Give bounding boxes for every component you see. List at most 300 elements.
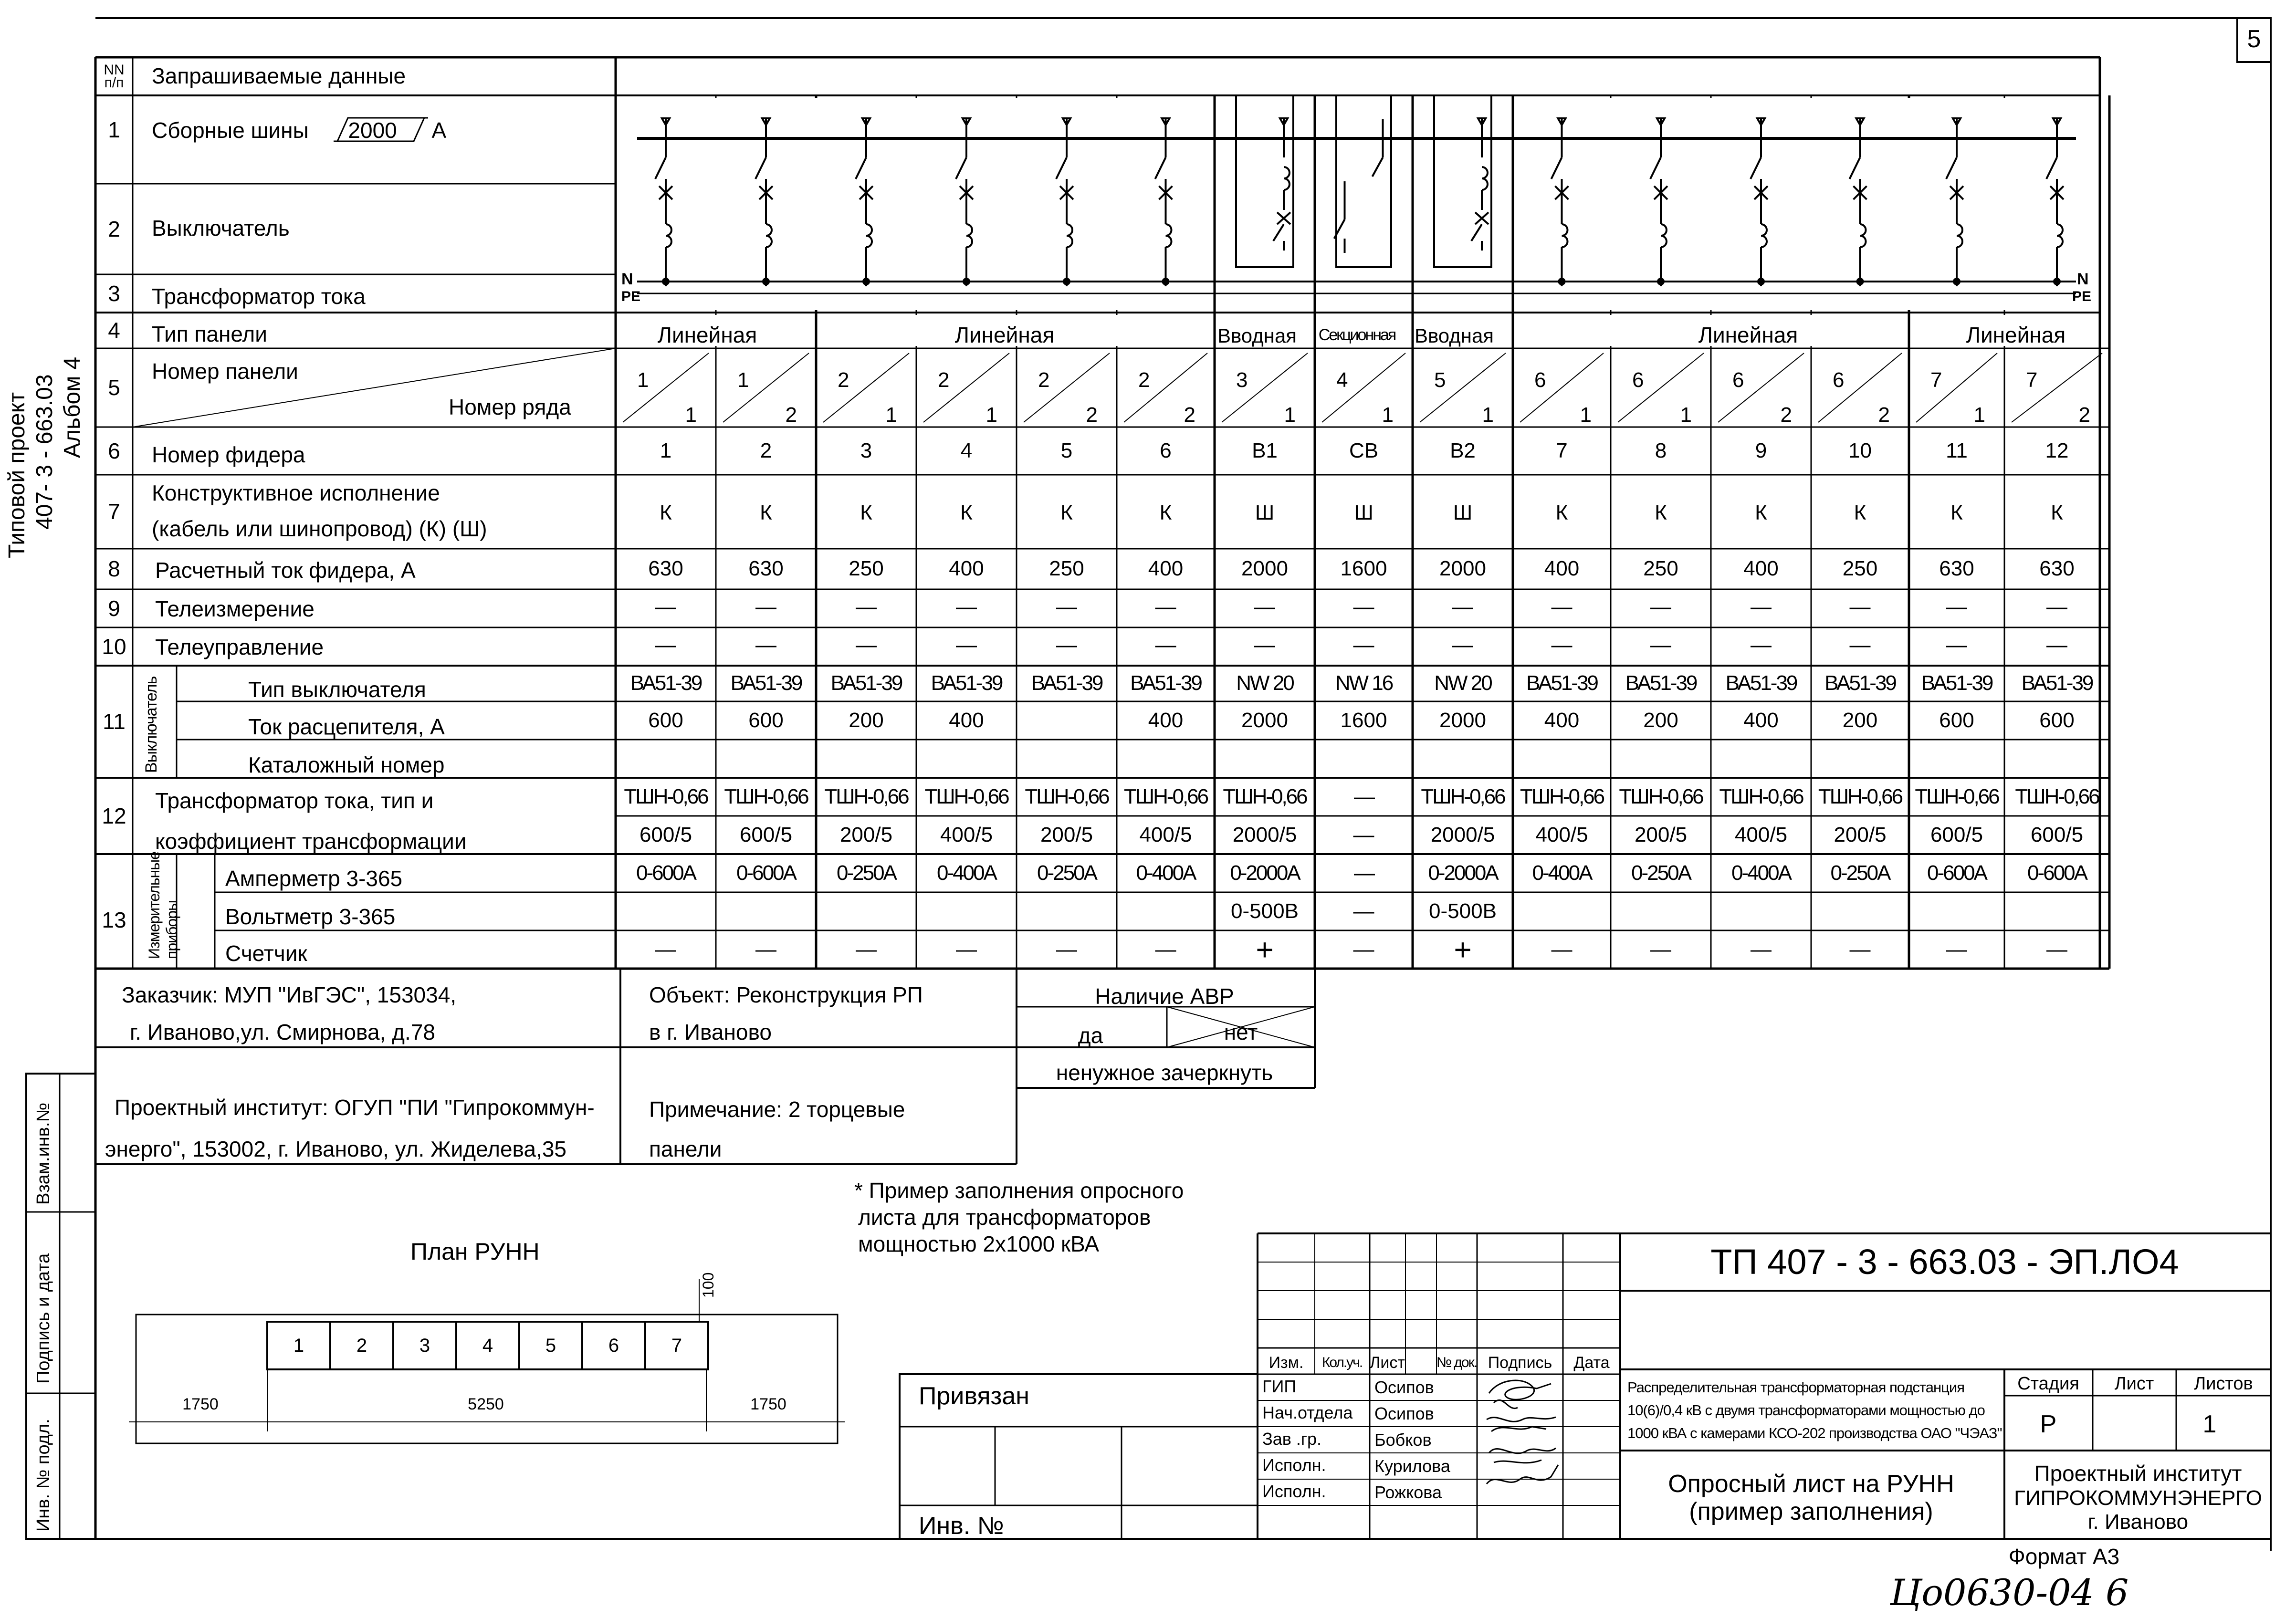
feeder-6-switch-blade [1155, 157, 1166, 179]
design-code: К [1950, 501, 1963, 524]
design-code: К [1555, 501, 1568, 524]
ct-type: ТШН-0,66 [1719, 785, 1803, 808]
row-number: 11 [103, 709, 126, 734]
role-group-head: Зав .гр. [1262, 1429, 1322, 1449]
row-number-cell: 2 [1780, 403, 1792, 427]
design-code: Ш [1255, 501, 1275, 524]
row-group-breaker: Выключатель [142, 676, 160, 773]
avr-yes: да [1078, 1023, 1103, 1048]
voltmeter-range: — [1353, 899, 1374, 923]
telemetry-value: — [1155, 595, 1176, 618]
ammeter-range: — [1354, 861, 1373, 885]
row-group-instruments: Измерительные приборы [146, 852, 180, 959]
row-label-telecontrol: Телеуправление [155, 635, 324, 659]
sheets-header: Листов [2194, 1374, 2253, 1394]
name-dept-head: Осипов [1374, 1404, 1434, 1423]
ammeter-range: 0-400А [937, 861, 996, 885]
row-number: 4 [108, 318, 120, 343]
telemetry-value: — [1650, 595, 1671, 618]
header-number: NN п/п [104, 62, 125, 91]
ammeter-range: 0-2000А [1230, 861, 1300, 885]
ammeter-range: 0-400А [1136, 861, 1195, 885]
meter-presence: — [856, 938, 877, 961]
feeder-number: 1 [660, 439, 672, 462]
feeder-1-ct-coil [666, 224, 671, 247]
meter-presence: — [1751, 938, 1772, 961]
ct-type: ТШН-0,66 [924, 785, 1008, 808]
feeder-13-n-junction [1857, 279, 1863, 284]
role-chief-engineer: ГИП [1262, 1377, 1297, 1396]
row-label-ct-type: Трансформатор тока, тип и [155, 788, 434, 813]
feeder-5-ct-coil [1067, 224, 1072, 247]
row-label-busbars: Сборные шины 2000 А [152, 119, 446, 141]
meter-presence: — [755, 938, 776, 961]
feeder-number: 4 [960, 439, 973, 462]
feeder-3-n-junction [863, 279, 869, 284]
stage-value: Р [2040, 1410, 2057, 1438]
row-number: 8 [108, 556, 120, 581]
feeder-2-n-junction [763, 279, 769, 284]
stamp-signature-date: Подпись и дата [33, 1253, 53, 1384]
meter-presence: + [1256, 932, 1274, 967]
telecontrol-value: — [1155, 633, 1176, 657]
tb-header-signature: Подпись [1488, 1354, 1552, 1372]
feeder-5-switch-blade [1056, 157, 1067, 179]
row-label-design: Конструктивное исполнение [152, 480, 440, 505]
feeder-14-n-junction [1954, 279, 1960, 284]
feeder-number: В2 [1450, 439, 1476, 462]
binding-inv-label: Инв. № [919, 1512, 1004, 1540]
design-current: 250 [1643, 557, 1678, 580]
telecontrol-value: — [1650, 633, 1671, 657]
ammeter-range: 0-600А [1927, 861, 1986, 885]
telecontrol-value: — [1254, 633, 1275, 657]
document-code: ТП 407 - 3 - 663.03 - ЭП.ЛО4 [1710, 1242, 2179, 1282]
design-code: К [960, 501, 973, 524]
feeder-number: 6 [1160, 439, 1172, 462]
feeder-number: 2 [760, 439, 772, 462]
meter-presence: — [1946, 938, 1967, 961]
feeder-14-ct-coil [1957, 224, 1962, 247]
telemetry-value: — [2046, 595, 2067, 618]
trip-current: 2000 [1439, 709, 1486, 732]
breaker-type: ВА51-39 [1130, 671, 1201, 695]
ct-ratio: 200/5 [1834, 823, 1887, 846]
row-number-cell: 2 [1086, 403, 1098, 427]
feeder-5-n-junction [1064, 279, 1069, 284]
ammeter-range: 0-400А [1532, 861, 1592, 885]
row-number-cell: 1 [1680, 403, 1692, 427]
telecontrol-value: — [956, 633, 977, 657]
ct-type: ТШН-0,66 [2015, 785, 2099, 808]
feeder-10-ct-coil [1562, 224, 1568, 247]
ct-type: ТШН-0,66 [1619, 785, 1703, 808]
telemetry-value: — [755, 595, 776, 618]
ct-ratio: 400/5 [1734, 823, 1788, 846]
design-current: 400 [1544, 557, 1580, 580]
ct-ratio: 2000/5 [1232, 823, 1297, 846]
avr-title: Наличие АВР [1095, 984, 1234, 1009]
busbar-unit: А [431, 118, 447, 143]
panel-type: Линейная [1698, 323, 1798, 347]
row-number: 1 [108, 117, 120, 142]
ct-type: ТШН-0,66 [624, 785, 708, 808]
ct-ratio: 200/5 [1634, 823, 1688, 846]
breaker-type: ВА51-39 [1526, 671, 1597, 695]
design-current: 630 [648, 557, 683, 580]
org-line1: Проектный институт [2034, 1461, 2242, 1486]
trip-current: 600 [1939, 709, 1974, 732]
telecontrol-value: — [1551, 633, 1573, 657]
design-code: К [1159, 501, 1172, 524]
doc-title-line1: Опросный лист на РУНН [1668, 1470, 1954, 1498]
busbar-value: 2000 [348, 118, 397, 143]
feeder-15-n-junction [2054, 279, 2060, 284]
plan-panel-label: 2 [356, 1335, 367, 1356]
trip-current: 200 [1842, 709, 1878, 732]
design-code: К [760, 501, 772, 524]
feeder-3-switch-blade [856, 157, 866, 179]
row-number: 3 [108, 281, 120, 306]
ct-ratio: — [1353, 823, 1374, 846]
breaker-type: ВА51-39 [1625, 671, 1697, 695]
telemetry-value: — [856, 595, 877, 618]
row-number: 2 [108, 217, 120, 241]
design-code: К [1755, 501, 1767, 524]
ammeter-range: 0-400А [1731, 861, 1791, 885]
side-title-line3: Альбом 4 [60, 356, 85, 458]
breaker-type: ВА51-39 [931, 671, 1002, 695]
incomer-8-switch-blade [1471, 224, 1482, 241]
row-label-trip-current: Ток расцепителя, А [248, 714, 445, 739]
feeder-number: 7 [1556, 439, 1568, 462]
description-line1: Распределительная трансформаторная подстанция [1627, 1379, 1964, 1396]
ct-ratio: 400/5 [1535, 823, 1588, 846]
ct-type: ТШН-0,66 [1421, 785, 1505, 808]
row-number-cell: 2 [1184, 403, 1195, 427]
row-label-catalog: Каталожный номер [248, 752, 445, 777]
row-label-panel-type: Тип панели [152, 322, 267, 346]
telemetry-value: — [956, 595, 977, 618]
panel-type: Вводная [1217, 324, 1297, 347]
row-label-telemetry: Телеизмерение [155, 596, 315, 621]
panel-number: 6 [1732, 368, 1744, 392]
panel-type: Секционная [1318, 326, 1395, 344]
design-code: Ш [1453, 501, 1473, 524]
plan-title: План РУНН [410, 1238, 540, 1265]
feeder-12-switch-blade [1751, 157, 1761, 179]
trip-current: 400 [1148, 709, 1184, 732]
plan-panel-label: 6 [608, 1335, 619, 1356]
feeder-10-switch-blade [1552, 157, 1562, 179]
row-number: 5 [108, 375, 120, 400]
feeder-number: 11 [1946, 439, 1968, 462]
telecontrol-value: — [1751, 633, 1772, 657]
trip-current: 600 [748, 709, 784, 732]
row-number-cell: 1 [1382, 403, 1394, 427]
row-number-cell: 2 [2078, 403, 2090, 427]
ammeter-range: 0-600А [2027, 861, 2086, 885]
name-group-head: Бобков [1374, 1430, 1432, 1450]
sheet-header: Лист [2114, 1374, 2154, 1394]
footnote-line2: листа для трансформаторов [858, 1205, 1151, 1230]
trip-current: 400 [949, 709, 984, 732]
meter-presence: — [1849, 938, 1871, 961]
ct-ratio: 400/5 [940, 823, 993, 846]
panel-number: 2 [838, 368, 849, 392]
row-number: 13 [102, 908, 126, 932]
feeder-13-switch-blade [1850, 157, 1860, 179]
feeder-number: 3 [860, 439, 872, 462]
avr-note: ненужное зачеркнуть [1056, 1060, 1273, 1085]
feeder-14-switch-blade [1946, 157, 1957, 179]
feeder-number: 10 [1848, 439, 1872, 462]
row-number-cell: 1 [685, 403, 697, 427]
feeder-15-switch-blade [2046, 157, 2057, 179]
breaker-type: NW 20 [1236, 671, 1293, 695]
plan-dim-right: 1750 [750, 1395, 786, 1413]
ct-type: ТШН-0,66 [1818, 785, 1902, 808]
meter-presence: — [1155, 938, 1176, 961]
ammeter-range: 0-250А [837, 861, 896, 885]
feeder-6-ct-coil [1166, 224, 1172, 247]
feeder-number: СВ [1349, 439, 1379, 462]
tb-header-sheet: Лист [1370, 1354, 1405, 1372]
telecontrol-value: — [1849, 633, 1871, 657]
ct-ratio: 600/5 [2030, 823, 2084, 846]
trip-current: 1600 [1340, 709, 1387, 732]
row-number: 6 [108, 438, 120, 463]
feeder-10-n-junction [1559, 279, 1565, 284]
row-number-cell: 1 [1580, 403, 1592, 427]
binding-label: Привязан [919, 1382, 1030, 1410]
trip-current: 600 [2039, 709, 2075, 732]
page-number: 5 [2247, 25, 2261, 53]
breaker-type: NW 16 [1335, 671, 1393, 695]
ct-type: ТШН-0,66 [1520, 785, 1604, 808]
breaker-type: ВА51-39 [1921, 671, 1992, 695]
design-current: 400 [1743, 557, 1779, 580]
feeder-11-n-junction [1658, 279, 1664, 284]
feeder-6-n-junction [1163, 279, 1169, 284]
ct-ratio: 600/5 [639, 823, 692, 846]
telecontrol-value: — [856, 633, 877, 657]
feeder-number: 8 [1655, 439, 1667, 462]
breaker-type: ВА51-39 [1031, 671, 1102, 695]
name-executor-1: Курилова [1374, 1456, 1450, 1476]
row-number: 10 [102, 634, 126, 659]
ct-ratio: 200/5 [1040, 823, 1093, 846]
role-executor-2: Исполн. [1262, 1482, 1326, 1501]
footnote-line1: * Пример заполнения опросного [854, 1178, 1184, 1203]
telemetry-value: — [1056, 595, 1077, 618]
stamp-replacement-inv: Взам.инв.№ [33, 1102, 53, 1205]
voltmeter-range: 0-500В [1429, 899, 1497, 923]
design-current: 400 [949, 557, 984, 580]
row-label-ct-ratio: коэффициент трансформации [155, 829, 467, 854]
telemetry-value: — [1353, 595, 1374, 618]
row-number-cell: 2 [785, 403, 797, 427]
telecontrol-value: — [1946, 633, 1967, 657]
telecontrol-value: — [1056, 633, 1077, 657]
breaker-type: ВА51-39 [1824, 671, 1896, 695]
design-code: К [1655, 501, 1667, 524]
feeder-4-n-junction [964, 279, 969, 284]
panel-number: 6 [1833, 368, 1845, 392]
feeder-4-switch-blade [956, 157, 966, 179]
ct-ratio: 400/5 [1139, 823, 1192, 846]
row-number: 7 [108, 499, 120, 524]
breaker-type: ВА51-39 [630, 671, 702, 695]
panel-number: 2 [1038, 368, 1050, 392]
design-code: К [1060, 501, 1073, 524]
panel-number: 6 [1632, 368, 1644, 392]
signatures [1479, 1374, 1563, 1503]
ct-ratio: 600/5 [1930, 823, 1983, 846]
telemetry-value: — [1551, 595, 1573, 618]
ct-ratio: 200/5 [839, 823, 893, 846]
feeder-11-ct-coil [1661, 224, 1667, 247]
bus-label-pe-left: PE [621, 289, 641, 304]
row-number-cell: 2 [1878, 403, 1890, 427]
design-current: 1600 [1340, 557, 1387, 580]
panel-number: 1 [737, 368, 749, 392]
design-current: 630 [2039, 557, 2075, 580]
design-code: К [660, 501, 672, 524]
ct-ratio: 2000/5 [1430, 823, 1495, 846]
plan-panel-label: 1 [293, 1335, 304, 1356]
name-chief-engineer: Осипов [1374, 1378, 1434, 1397]
description-line3: 1000 кВА с камерами КСО-202 производства ОАО "ЧЭАЗ" [1627, 1425, 2002, 1441]
panel-number: 6 [1534, 368, 1546, 392]
ct-type: ТШН-0,66 [724, 785, 808, 808]
panel-number: 5 [1434, 368, 1446, 392]
institute-line2: энерго", 153002, г. Иваново, ул. Жиделева,35 [105, 1137, 567, 1161]
telemetry-value: — [1849, 595, 1871, 618]
incomer-6-switch-blade [1273, 224, 1284, 241]
panel-type: Вводная [1414, 324, 1494, 347]
bus-label-pe-right: PE [2072, 289, 2092, 304]
feeder-number: В1 [1252, 439, 1278, 462]
avr-no: нет [1224, 1020, 1258, 1044]
meter-presence: — [1551, 938, 1573, 961]
row-number: 12 [102, 804, 126, 828]
telecontrol-value: — [1353, 633, 1374, 657]
row-number: 9 [108, 596, 120, 621]
ct-type: ТШН-0,66 [1223, 785, 1307, 808]
sectional-switch-blade [1373, 157, 1383, 177]
bus-label-n-right: N [2077, 270, 2089, 288]
tb-header-docnum: № док. [1436, 1355, 1477, 1370]
trip-current: 600 [648, 709, 683, 732]
breaker-type: ВА51-39 [830, 671, 902, 695]
plan-dim-middle: 5250 [468, 1395, 504, 1413]
row-label-breaker-type: Тип выключателя [248, 677, 426, 702]
telecontrol-value: — [1452, 633, 1473, 657]
design-code: Ш [1354, 501, 1373, 524]
feeder-1-switch-blade [655, 157, 666, 179]
ammeter-range: 0-250А [1631, 861, 1690, 885]
incomer-6-ct-coil [1284, 167, 1290, 190]
row-number-cell: 1 [885, 403, 897, 427]
ammeter-range: 0-600А [636, 861, 695, 885]
busbar-value-box [329, 119, 416, 141]
trip-current: 400 [1544, 709, 1580, 732]
paper-format: Формат А3 [2008, 1544, 2120, 1569]
telecontrol-value: — [755, 633, 776, 657]
description-line2: 10(6)/0,4 кВ с двумя трансформаторами мощностью до [1627, 1402, 1985, 1419]
meter-presence: — [1650, 938, 1671, 961]
telecontrol-value: — [2046, 633, 2067, 657]
customer-line2: г. Иваново,ул. Смирнова, д.78 [130, 1020, 435, 1044]
panel-number: 4 [1336, 368, 1348, 392]
panel-number: 3 [1236, 368, 1248, 392]
design-current: 250 [849, 557, 884, 580]
remark-line1: Примечание: 2 торцевые [649, 1097, 905, 1122]
feeder-1-n-junction [663, 279, 669, 284]
remark-line2: панели [649, 1137, 722, 1161]
row-label-breaker: Выключатель [152, 216, 290, 240]
row-label-panel-number: Номер панели [152, 359, 298, 384]
breaker-type: ВА51-39 [1725, 671, 1797, 695]
role-executor-1: Исполн. [1262, 1455, 1326, 1475]
plan-panel-label: 5 [545, 1335, 556, 1356]
doc-title-line2: (пример заполнения) [1689, 1498, 1933, 1525]
voltmeter-range: 0-500В [1231, 899, 1299, 923]
row-label-voltmeter: Вольтметр 3-365 [225, 904, 396, 929]
ammeter-range: 0-600А [736, 861, 796, 885]
feeder-number: 9 [1755, 439, 1767, 462]
feeder-3-ct-coil [866, 224, 872, 247]
row-label-meter: Счетчик [225, 941, 307, 966]
telemetry-value: — [1946, 595, 1967, 618]
incomer-8-ct-coil [1482, 167, 1488, 190]
feeder-2-ct-coil [766, 224, 772, 247]
ammeter-range: 0-2000А [1428, 861, 1498, 885]
row-label-ammeter: Амперметр 3-365 [225, 866, 403, 891]
feeder-number: 12 [2045, 439, 2069, 462]
row-label-row-number: Номер ряда [449, 395, 571, 419]
meter-presence: — [2046, 938, 2067, 961]
meter-presence: + [1454, 932, 1472, 967]
plan-panel-label: 3 [419, 1335, 430, 1356]
panel-number: 1 [637, 368, 649, 392]
row-label-feeder: Номер фидера [152, 442, 305, 467]
panel-type: Линейная [657, 323, 757, 347]
design-code: К [1854, 501, 1866, 524]
side-title-line1: Типовой проект [4, 392, 30, 558]
panel-type: Линейная [1966, 323, 2066, 347]
design-current: 2000 [1241, 557, 1288, 580]
ct-type: ТШН-0,66 [1915, 785, 1999, 808]
org-line3: г. Иваново [2087, 1510, 2189, 1534]
meter-presence: — [956, 938, 977, 961]
breaker-type: NW 20 [1434, 671, 1491, 695]
breaker-type: ВА51-39 [2021, 671, 2093, 695]
feeder-number: 5 [1060, 439, 1073, 462]
feeder-11-switch-blade [1650, 157, 1661, 179]
ct-type: — [1354, 785, 1373, 808]
tb-header-count: Кол.уч. [1321, 1355, 1363, 1370]
header-title: Запрашиваемые данные [152, 63, 406, 88]
feeder-4-ct-coil [966, 224, 972, 247]
ct-ratio: 600/5 [739, 823, 793, 846]
telemetry-value: — [1452, 595, 1473, 618]
design-code: К [2051, 501, 2063, 524]
tb-header-date: Дата [1573, 1354, 1610, 1372]
plan-panel-label: 4 [482, 1335, 493, 1356]
row-number-cell: 1 [1284, 403, 1296, 427]
